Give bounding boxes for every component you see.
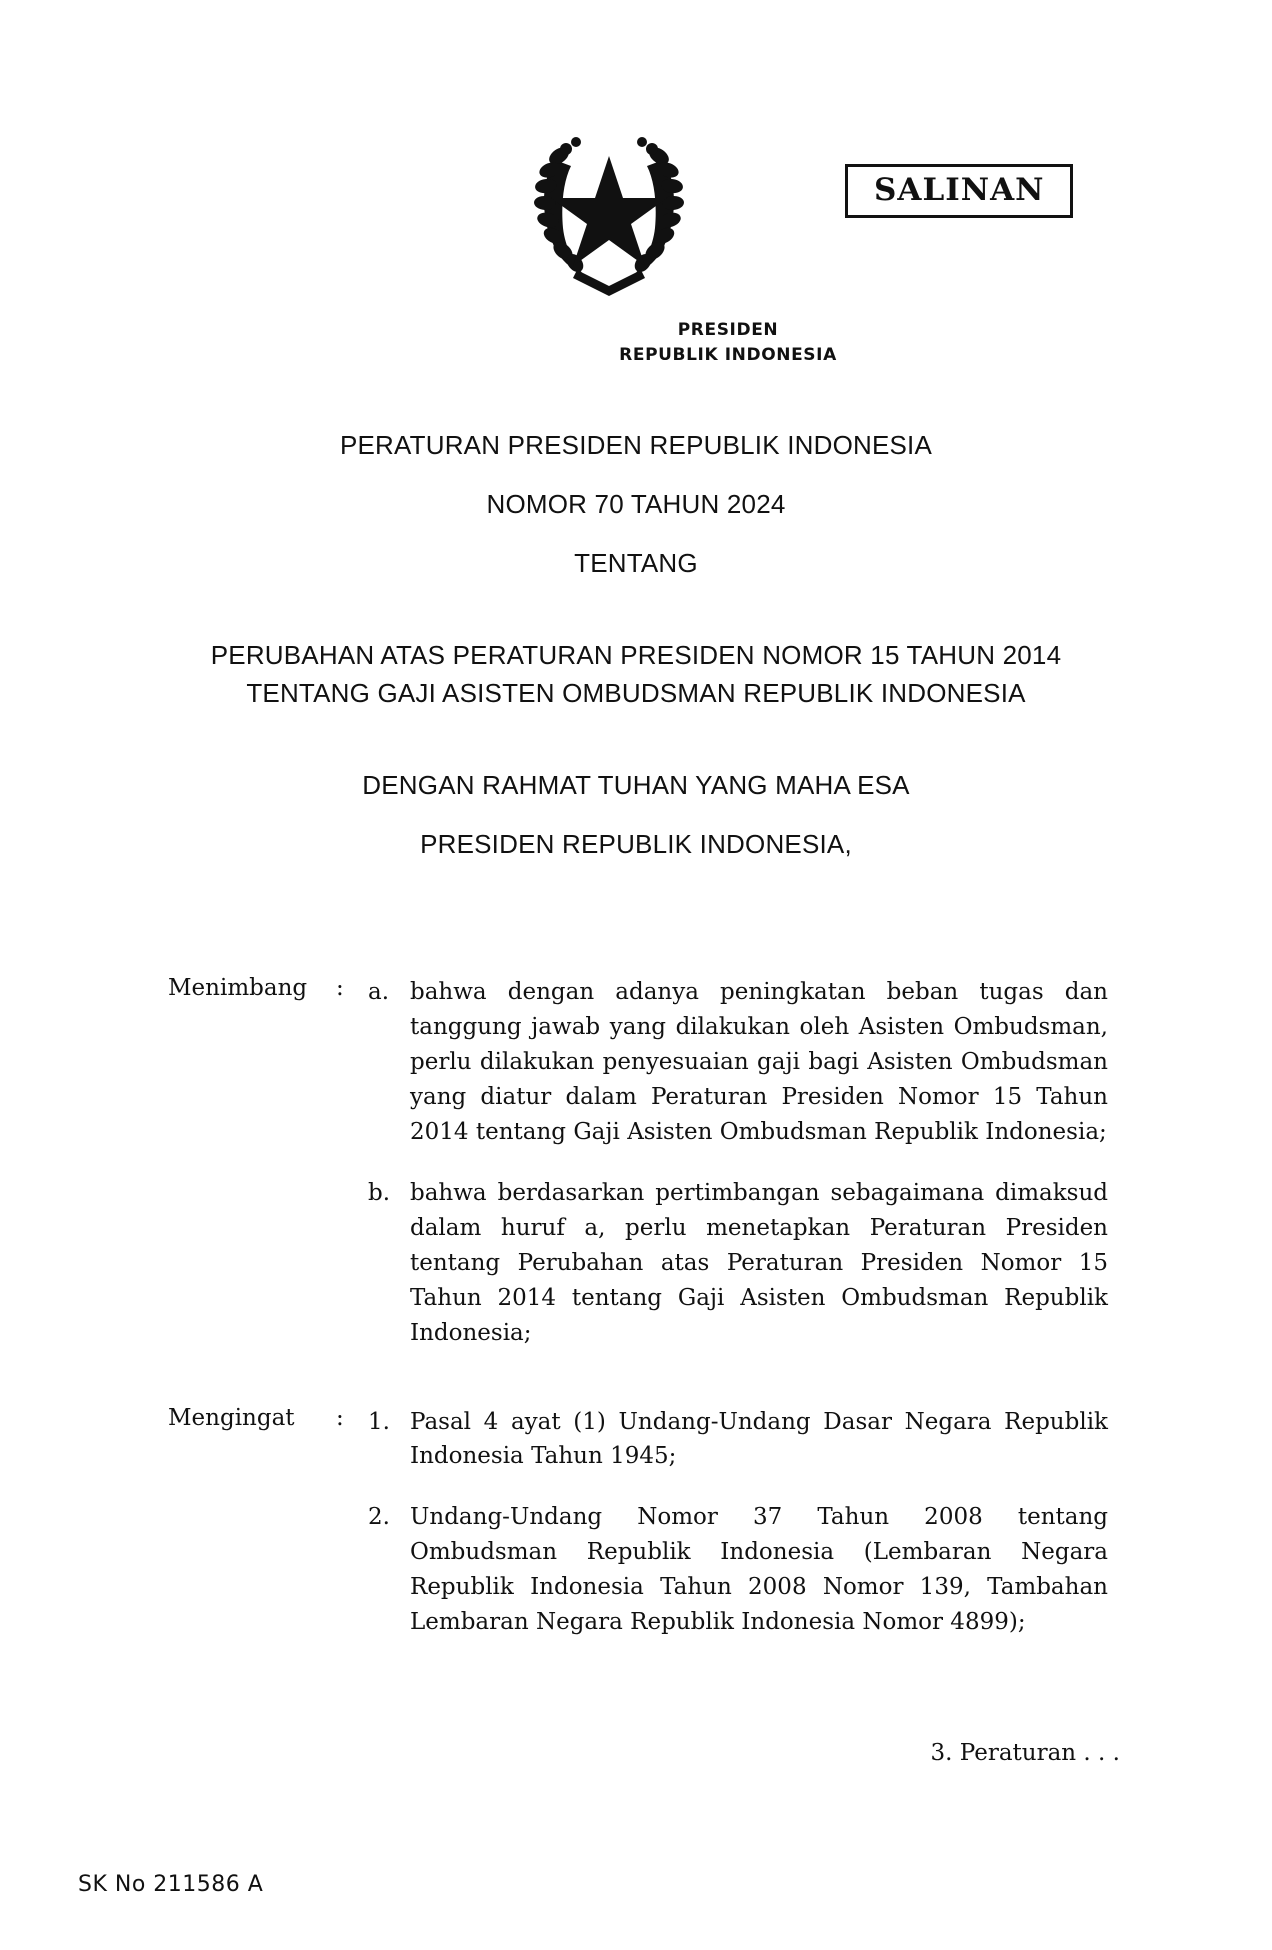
legal-basis-items <box>368 1405 1108 1641</box>
list-item <box>368 1500 1108 1640</box>
list-item-text: Pasal 4 ayat (1) Undang-Undang Dasar Negara Republik Indonesia Tahun 1945; <box>410 1408 1108 1470</box>
list-item-text: bahwa berdasarkan pertimbangan sebagaimana dimaksud dalam huruf a, perlu menetapkan Peraturan Presiden tentang Perubahan atas Peraturan Presiden Nomor 15 Tahun 2014 tentang Gaji Asisten Ombudsman Republik Indonesia; <box>410 1179 1108 1346</box>
legal-basis-section <box>0 1405 1272 1641</box>
indonesian-presidential-seal-icon <box>519 120 699 300</box>
considerations-items <box>368 975 1108 1351</box>
title-line-1: PERATURAN PRESIDEN REPUBLIK INDONESIA <box>339 430 933 460</box>
title-subject-line-1: PERUBAHAN ATAS PERATURAN PRESIDEN NOMOR 15 TAHUN 2014 <box>210 640 1062 670</box>
emblem-caption-presiden: PRESIDEN <box>677 320 779 340</box>
considerations-section <box>0 975 1272 1351</box>
list-item-text: bahwa dengan adanya peningkatan beban tugas dan tanggung jawab yang dilakukan oleh Asisten Ombudsman, perlu dilakukan penyesuaian gaji bagi Asisten Ombudsman yang diatur dalam Peraturan Presiden Nomor 15 Tahun 2014 tentang Gaji Asisten Ombudsman Republik Indonesia; <box>410 979 1108 1145</box>
invocation-line: DENGAN RAHMAT TUHAN YANG MAHA ESA <box>362 770 910 801</box>
legal-basis-colon: : <box>336 1404 344 1431</box>
list-item-text: Undang-Undang Nomor 37 Tahun 2008 tentang Ombudsman Republik Indonesia (Lembaran Negara Republik Indonesia Tahun 2008 Nomor 139, Tambahan Lembaran Negara Republik Indonesia Nomor 4899); <box>410 1504 1108 1636</box>
continuation-note: 3. Peraturan . . . <box>930 1740 1120 1766</box>
list-item <box>368 1176 1108 1351</box>
legal-basis-label: Mengingat <box>168 1404 295 1431</box>
emblem-caption-republik: REPUBLIK INDONESIA <box>619 345 837 365</box>
list-item <box>368 975 1108 1150</box>
status-badge: SALINAN <box>845 164 1073 218</box>
considerations-colon: : <box>336 975 344 1001</box>
document-title-block <box>0 430 1272 860</box>
authority-line: PRESIDEN REPUBLIK INDONESIA, <box>420 829 852 860</box>
list-item-marker: 2. <box>368 1504 390 1531</box>
list-item <box>368 1405 1108 1475</box>
document-body <box>0 975 1272 1640</box>
section-spacer <box>0 1351 1272 1405</box>
list-item-marker: b. <box>368 1179 391 1206</box>
title-line-2: NOMOR 70 TAHUN 2024 <box>486 489 786 519</box>
title-line-3: TENTANG <box>574 548 698 578</box>
considerations-label: Menimbang <box>168 975 308 1001</box>
document-code-footer: SK No 211586 A <box>78 1872 264 1897</box>
list-item-marker: 1. <box>368 1408 390 1435</box>
title-subject-line-2: TENTANG GAJI ASISTEN OMBUDSMAN REPUBLIK INDONESIA <box>246 677 1026 708</box>
list-item-marker: a. <box>368 979 390 1005</box>
